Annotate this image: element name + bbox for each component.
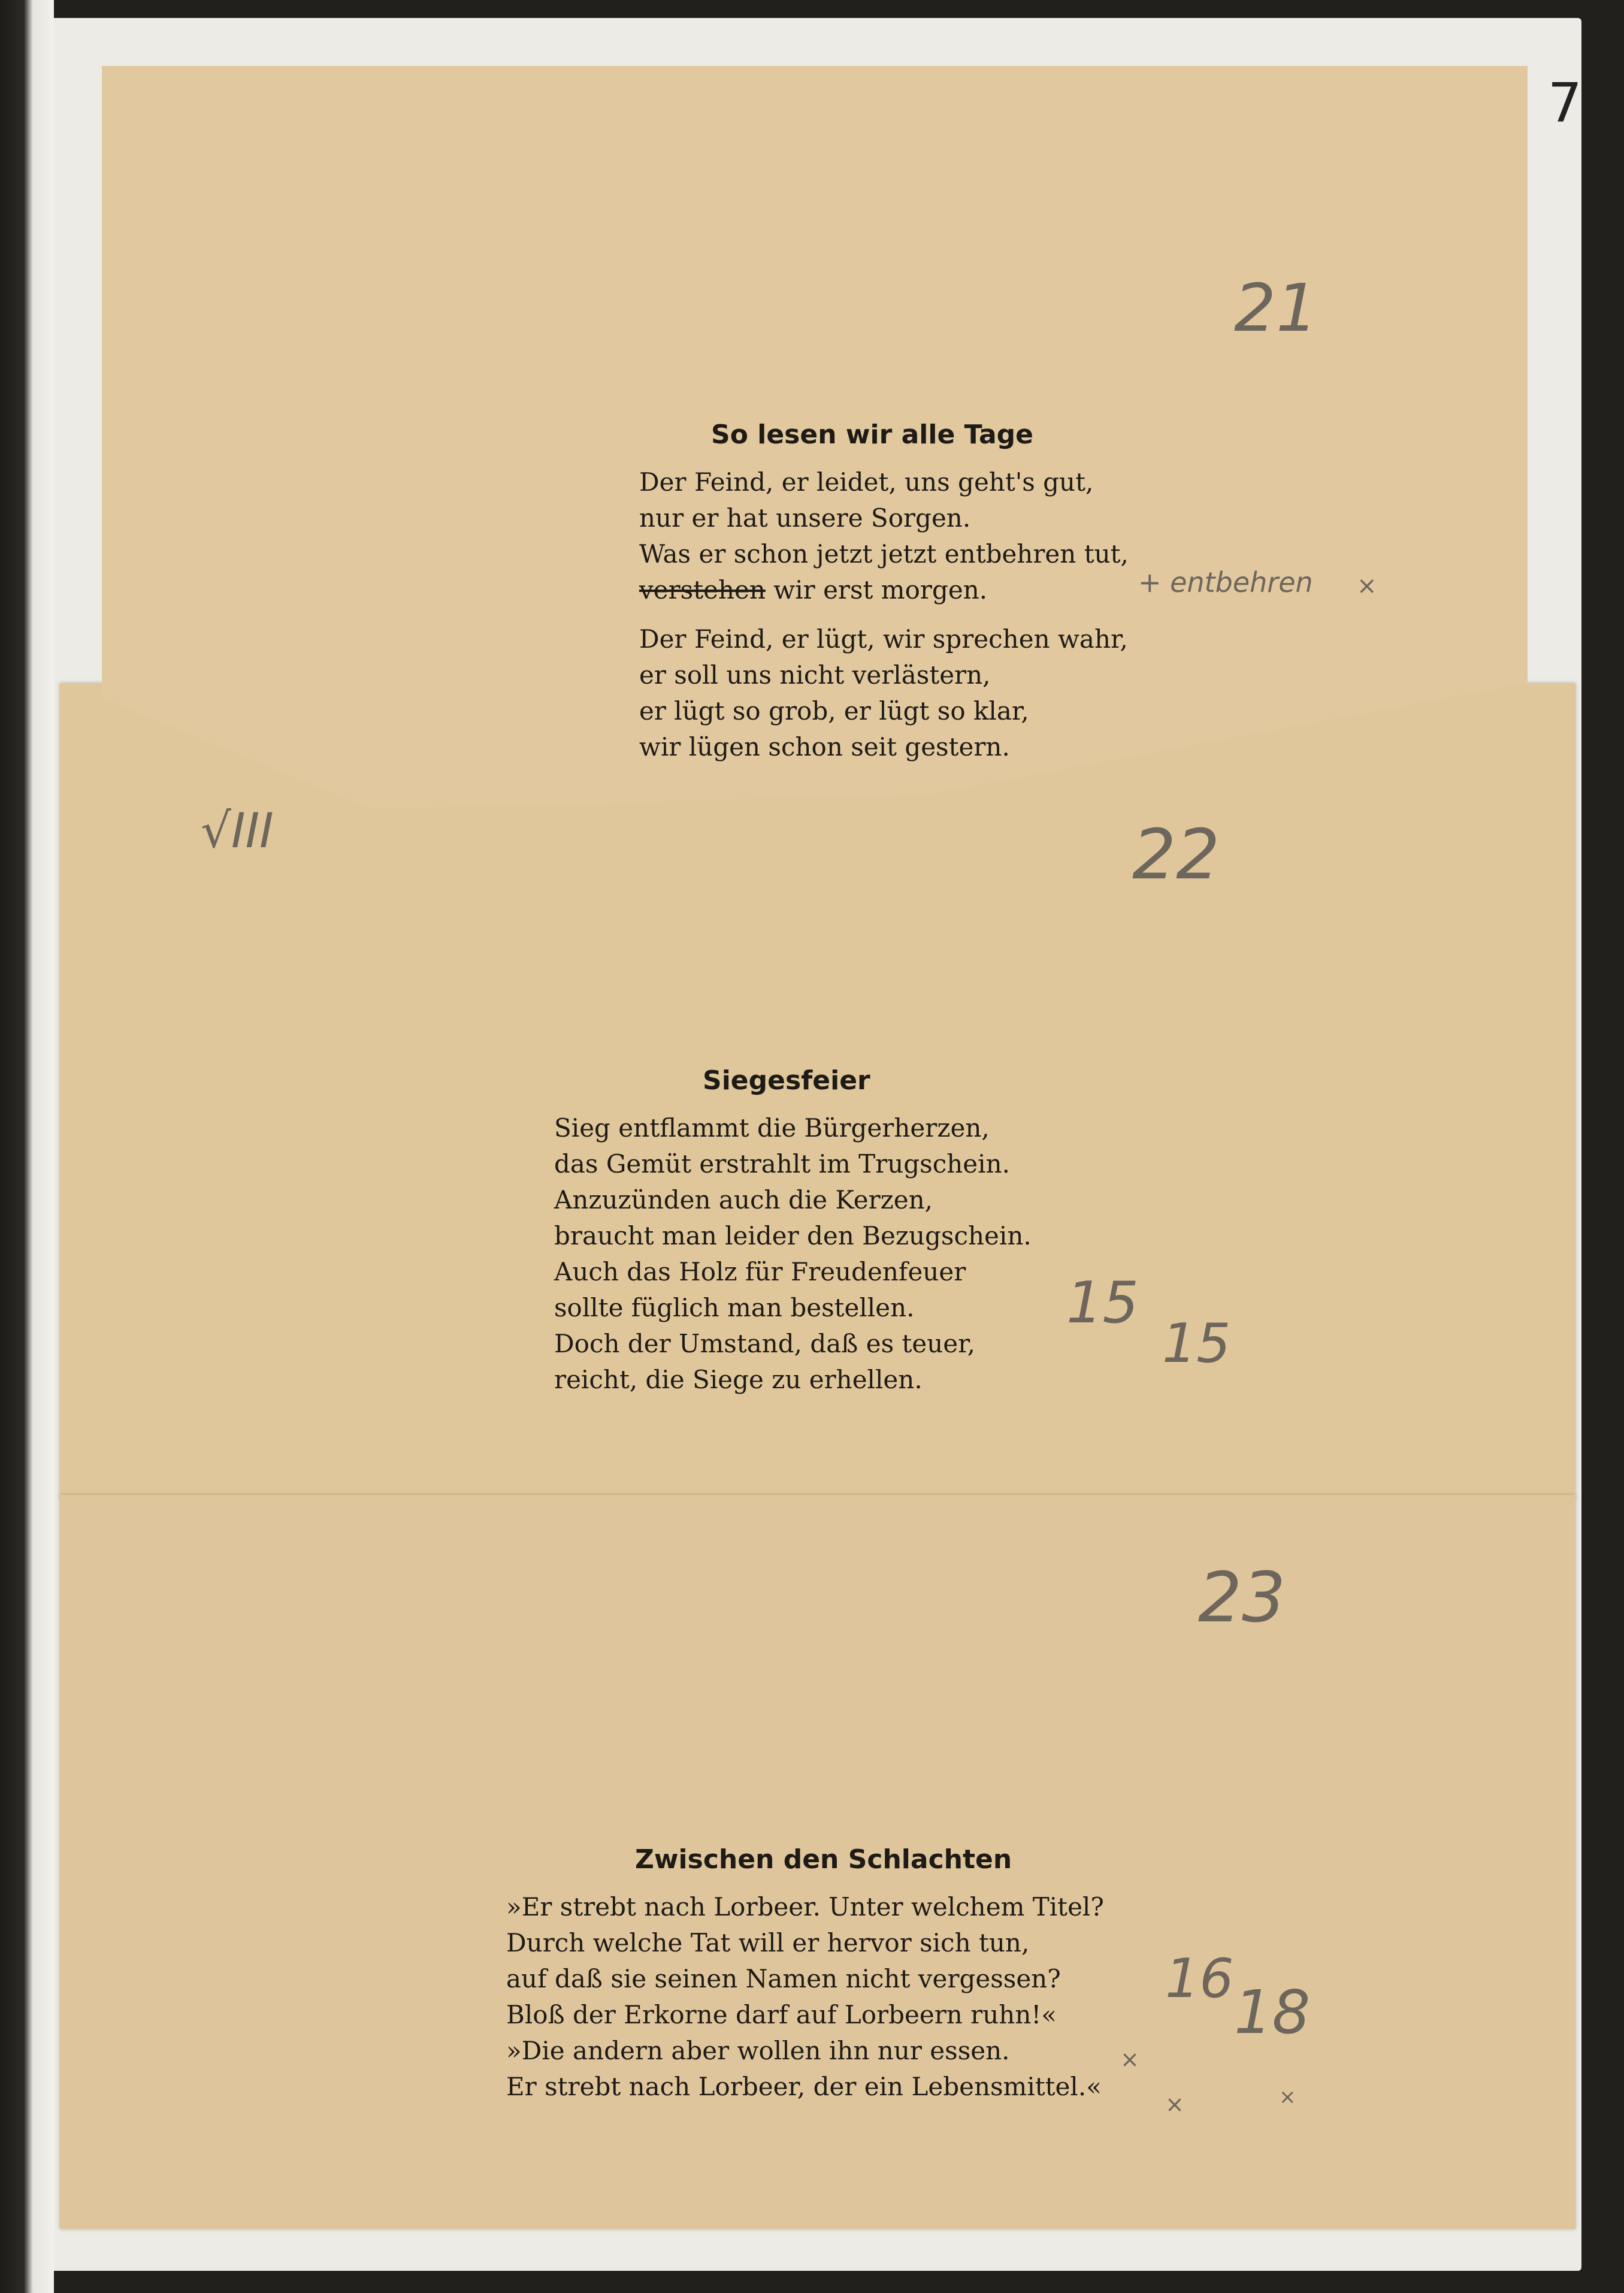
poem-line: Sieg entflammt die Bürgerherzen, [554,1113,990,1143]
book-spine [0,0,54,2293]
pencil-number: 21 [1234,270,1318,346]
pencil-margin-note: + entbehren [1138,566,1313,599]
pencil-number: 16 [1165,1947,1234,2010]
pencil-number: 18 [1234,1977,1311,2047]
poem-line: das Gemüt erstrahlt im Trugschein. [554,1149,1010,1179]
poem-so-lesen [639,419,1129,765]
pencil-number: 15 [1066,1270,1139,1336]
pencil-cross: × [1165,2091,1184,2117]
line-rest: wir erst morgen. [765,575,988,605]
poem-line [639,572,1129,608]
poem-line: auf daß sie seinen Namen nicht vergessen? [506,1964,1061,1993]
poem-title: Zwischen den Schlachten [635,1844,1012,1875]
poem-line: Anzuzünden auch die Kerzen, [554,1185,933,1215]
poem-line: Der Feind, er lügt, wir sprechen wahr, [639,624,1128,654]
poem-line: braucht man leider den Bezugschein. [554,1221,1032,1250]
poem-line: Auch das Holz für Freudenfeuer [554,1257,966,1286]
pencil-check-mark: √III [201,803,274,859]
poem-title: Siegesfeier [703,1065,870,1096]
poem-line: sollte füglich man bestellen. [554,1293,915,1322]
poem-line: Bloß der Erkorne darf auf Lorbeern ruhn!« [506,2000,1057,2029]
poem-zwischen-den-schlachten [506,1844,1104,2105]
poem-line: wir lügen schon seit gestern. [639,732,1010,762]
pencil-number: 15 [1162,1312,1231,1375]
struck-word: verstehen [639,575,766,605]
pencil-cross: × [1357,572,1377,600]
poem-line: nur er hat unsere Sorgen. [639,503,971,533]
poem-line: Doch der Umstand, daß es teuer, [554,1329,975,1358]
poem-line: Der Feind, er leidet, uns geht's gut, [639,467,1094,497]
pencil-cross: × [1120,2046,1139,2073]
pencil-number: 22 [1132,815,1220,895]
page-number: 7 [1547,72,1582,135]
poem-line: Durch welche Tat will er hervor sich tun, [506,1928,1030,1957]
poem-line: »Die andern aber wollen ihn nur essen. [506,2036,1010,2065]
poem-line: Er strebt nach Lorbeer, der ein Lebensmittel.« [506,2072,1102,2101]
poem-line: »Er strebt nach Lorbeer. Unter welchem Titel? [506,1892,1104,1922]
poem-line: er soll uns nicht verlästern, [639,660,991,690]
poem-line: reicht, die Siege zu erhellen. [554,1365,923,1394]
poem-line: er lügt so grob, er lügt so klar, [639,696,1029,726]
pencil-cross: × [1279,2085,1296,2109]
pencil-number: 23 [1198,1558,1286,1638]
poem-line: Was er schon jetzt jetzt entbehren tut, [639,539,1129,569]
poem-title: So lesen wir alle Tage [711,419,1033,450]
poem-siegesfeier [554,1065,1032,1398]
